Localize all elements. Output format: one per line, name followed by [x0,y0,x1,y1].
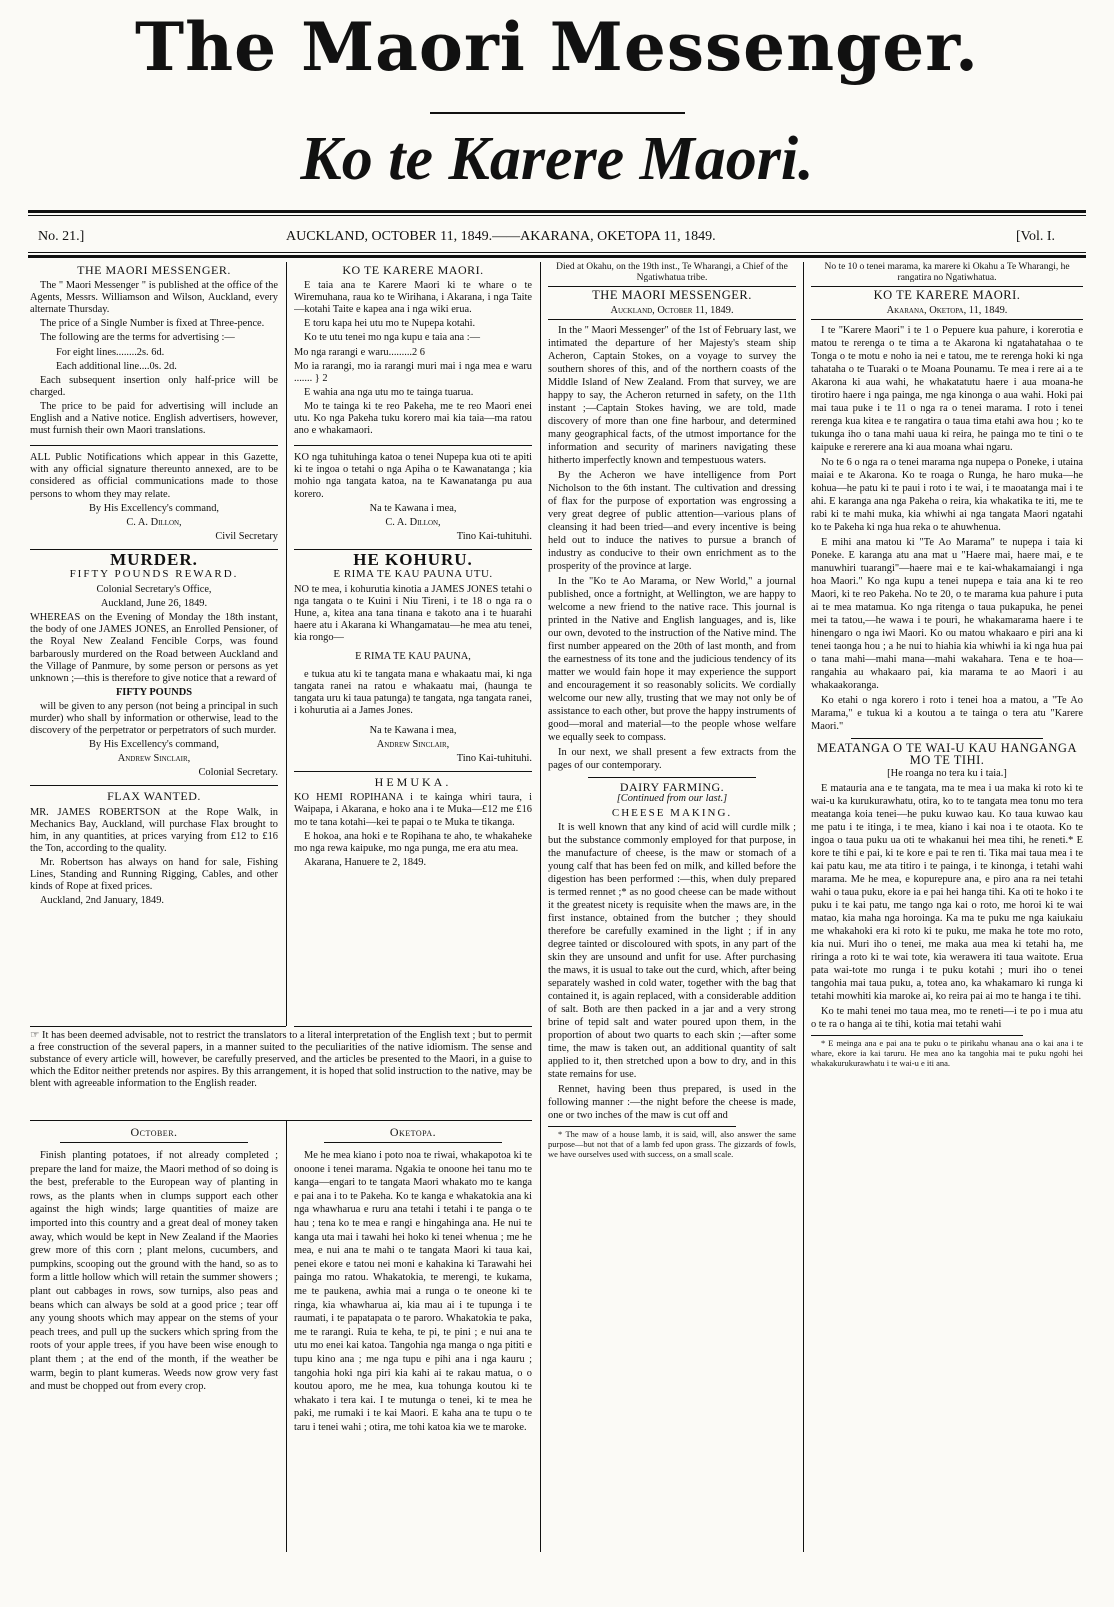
col1-para: The price of a Single Number is fixed at Three-pence. [40,318,265,330]
dairy-heading: DAIRY FARMING. [619,780,725,795]
col4-rule [811,319,1083,320]
kohuru-reward: E RIMA TE KAU PAUNA, [355,650,471,662]
notice-rule-top [30,1026,532,1027]
column-divider-3 [803,262,804,1552]
maori-editorial-para: I te "Karere Maori" i te 1 o Pepuere kua pahure, i korerotia e matou te rerenga o te tima a te Akarona ki ngatahatahaa o te Tonga o te motu e noho ia nei e tatou, me te rerenga hoki ki nga tahataha o te Tuaraki o te Moana Pounamu. Te mea i rere ai a te Akarona ki aua wahi, he whakatatutu haere i aua moana-he tirotiro haere i nga painga, me nga kinonga o aua wahi. Hoki pai mai taua puke i te 11 o nga ra o tenei marama. I roto i tenei rerenga kua kitea e te rangatira o taua tima etahi awa hou ; ko te tukunga iho o tana mahi uaua ki reira, he painga mo te tini o te kaipuke e rererere ana ki aua moana whai ngaru. [811,325,1083,454]
col2-para: E toru kapa hei utu mo te Nupepa kotahi. [304,318,476,330]
col4-footnote-rule [811,1035,1023,1036]
maori-editorial-para: E mihi ana matou ki "Te Ao Marama" te nupepa i taia ki Poneke. E karanga atu ana mat u "Haere mai, haere mai, e te manuwhiri tuarangi"—haere mai e te kai-whakamaiangi i nga hoa Maori." Ko nga kupu a tenei nupepa e taia ana ki te reo Maori, ki te reo Pakeha. No te 20, o te marama kua pahure i puta ai te mea matamua. Ko nga ritenga o taua pukapuka, he penei mei ta tatou,—he wawa i te pouri, he whakamarama haere i te hinengaro o nga iwi Maori. Ko ou matou whakaaro e piri ana ki tenei taonga hou ; a he nui to hiahia kia whiwhi ia ki nga hua pai o tana mahi—mahi mana—mahi wakahara. Tena e te hoa—rangahia au whakaaro pai, kia marama te ao Maori i au whakaakoranga. [811,537,1083,692]
col4-date: Akarana, Oketopa, 11, 1849. [886,305,1008,317]
flax-date: Auckland, 2nd January, 1849. [40,895,164,907]
hemuka-heading: HEMUKA. [374,775,452,790]
column-english-notices [30,262,278,1022]
october-text: Finish planting potatoes, if not already completed ; prepare the land for maize, the Maori method of so doing is the best, preferable to the European way of planting in rows, as the plants when in clumps support each other against the high winds; large quantities of maize are imported into this country and a great deal of money taken away, which would be kept in New Zealand if the Maories grew more of this corn ; plant melons, cucumbers, and pumpkins, scooping out the ground with the hand, so as to form a little hollow which will retain the summer showers ; plant out cabbages in rows, sow turnips, also peas and beans which can always be sold at a good price ; tear off any young shoots which may appear on the stems of your peach trees, and pull up the suckers which spring from the roots of your apple trees, if you have been wise enough to plant them ; at the end of the month, if the weather be warm, begin to plant kumeras. Weeds now grow very fast and must be chopped out from every crop. [30,1150,278,1393]
col1-office: Colonial Secretary's Office, [96,584,212,596]
wai-u-heading: MEATANGA O TE WAI-U KAU HANGANGA MO TE TIHI. [816,741,1077,768]
kohuru-notice: NO te mea, i kohurutia kinotia a JAMES JONES tetahi o nga tangata o te Kuini i Niu Tireni, i te 18 o nga ra o Hune, a, kitea ana tana tinana e takoto ana i te huarahi haere atu i Akarana ki Whangamatau—he mea atu tenei, kia rongo— [294,584,532,644]
column-maori-editorial [811,262,1083,1552]
header-rule-top [28,210,1086,213]
issue-date: AUCKLAND, OCTOBER 11, 1849.——AKARANA, OKETOPA 11, 1849. [286,229,716,244]
flax-notice: Mr. Robertson has always on hand for sale, Fishing Lines, Standing and Running Rigging, Cables, and other kinds of Rope at fixed prices. [30,856,278,893]
wai-u-para: E matauria ana e te tangata, ma te mea i ua maka ki roto ki te wai-u ka kurukurawhatu, otira, ko to te tangata mea tonu mo tera meatanga koia tenei—he puku kuwao kau. Ko taua kuwao kau me patu i te itinga, i te mea, kiano i kai noa i te otaota. Ko te ingoa o taua puku ua oti te whakanui hei mea tihi, he reneti.* E kore te tihi e pai, ki te kore e pai te ren ti. Tika mai taua mea i te kai patu kau, me ata titiro i te painga, i te kinonga, i tetahi wahi marama. Me he mea, e kopurepure ana, e piro ana ra nei tetahi wahi o taua puku, ekore ia e pai hei hanga tihi. Ka oti te hoko i te puku i te kai patu, me tango nga kai o roto, me horoi ki te wai matao, kia maha nga horoinga. Ka ma te puku me nga kaiukaiu me whakahoki era ki roto ki te puku, me maka he tote mo roto, kia nui. Muri iho o tenei, me maka aua mea ki tetahi ha, me riringa a roto ki te wai tote, kia werawera iti taua waitote. Erua pata wai-tote mo runga i te puku kotahi ; muri iho o tenei tangohia mai taua puku, a, totea ano, ka whakamaro ki runga ki tetahi mowhiti kia maroke ai, ko reira pai ai mo te hanga i te tihi. [811,783,1083,1003]
column-divider-1 [286,262,287,1552]
col1-rule [30,785,278,786]
col1-para: The " Maori Messenger " is published at the office of the Agents, Messrs. Williamson and Wilson, Auckland, every alternate Thursday. [30,280,278,316]
col3-rule [548,286,796,287]
col2-official-notice: KO nga tuhituhinga katoa o tenei Nupepa kua oti te apiti ki te ingoa o tetahi o nga Apiha o te Kawanatanga ; kia mohio nga tangata katoa, na te Kawanatanga pu aua korero. [294,452,532,500]
kohuru-heading: HE KOHURU. [353,549,473,569]
col1-sign: C. A. Dillon, [126,516,182,528]
murder-notice: WHEREAS on the Evening of Monday the 18th instant, the body of one JAMES JONES, an Enrolled Pensioner, of the Royal New Zealand Fencible Corps, was found barbarously murdered on the Road between Auckland and the Village of Panmure, by some person or persons as yet unknown ;—this is therefore to give notice that a reward of [30,612,278,684]
col2-para: Ko te utu tenei mo nga kupu e taia ana :— [304,332,481,344]
col2-heading: KO TE KARERE MAORI. [342,263,484,277]
notice-rule-bottom [30,1120,532,1121]
maori-editorial-para: No te 6 o nga ra o tenei marama nga nupepa o Poneke, i utaina maiai e te Akarona. Ko te roaga o Runga, he haro muka—he kohua—he patu ki te paui i roto i te wai, i te maoatanga mai i te ahi. E karanga ana nga Pakeha o reira, kia whakatika te iti, me te rabi ki te mahi muka, kia whiwhi ai nga tangata Maori ngatahi ko te Pakeha ki nga hua reka o te ahuwhenua. [811,457,1083,534]
hemuka-notice: E hokoa, ana hoki e te Ropihana te aho, te whakaheke mo nga rewa kaipuke, mo nga punga, me era atu mea. [294,830,532,854]
flax-heading: FLAX WANTED. [107,789,201,804]
kohuru-subheading: E RIMA TE KAU PAUNA UTU. [333,567,493,580]
col1-sign: Colonial Secretary. [198,767,278,779]
issue-number: No. 21.] [38,229,85,244]
col1-heading: THE MAORI MESSENGER. [77,263,231,277]
col2-sign: Na te Kawana i mea, [369,725,457,736]
editorial-para: By the Acheron we have intelligence from Port Nicholson to the 6th instant. The cultivation and dressing of flax for the purpose of exportation was engrossing a very great degree of public attention—various plans of cleansing it had been tried—and every incentive is being held out to induce the natives to pursue a branch of industry as conducive to their own enrichment as to the prosperity of the province at large. [548,470,796,573]
kohuru-notice-cont: e tukua atu ki te tangata mana e whakaatu mai, ki nga tangata ranei na ratou e whakaatu mai, (haunga te tangata uru ki taua patunga) te tangata, nga tangata ranei, i kohurutia ai a James Jones. [294,668,532,716]
wai-u-footnote: * E meinga ana e pai ana te puku o te pirikahu whanau ana o kai ana i te whare, ekore ia kai taruru. He mea ano ka tangohia mai te puku ngohi hei whakakurukurawhatu i te wai-u e iti ana. [811,1038,1083,1068]
col2-rule [294,445,532,446]
col4-heading: KO TE KARERE MAORI. [873,288,1021,302]
col1-para: The following are the terms for advertising :— [40,332,235,344]
col1-rule [30,445,278,446]
col1-sign: Andrew Sinclair, [117,753,191,765]
col3-heading: THE MAORI MESSENGER. [592,288,752,302]
column-maori-notices [294,262,532,1022]
col3-date: Auckland, October 11, 1849. [610,305,734,317]
death-notice-maori: No te 10 o tenei marama, ka marere ki Okahu a Te Wharangi, he rangatira no Ngatiwhatua. [824,262,1070,283]
header-rule-bottom-thick [28,255,1086,258]
dairy-footnote: * The maw of a house lamb, it is said, will, also answer the same purpose—but not that of a lamb fed upon grass. The gizzards of fowls, we have ourselves used with success, on a small scale. [548,1129,796,1159]
masthead-title: The Maori Messenger. [135,8,979,86]
masthead-subtitle: Ko te Karere Maori. [300,125,814,193]
column-divider-2 [540,262,541,1552]
wai-u-continued: [He roanga no tera ku i taia.] [887,768,1007,780]
col2-sign: Tino Kai-tuhituhi. [456,753,532,765]
col3-rule [588,777,756,778]
oketopa-rule [324,1142,502,1143]
murder-reward: FIFTY POUNDS [115,686,193,698]
dairy-para: It is well known that any kind of acid will curdle milk ; but the substance commonly employed for that purpose, in the manufacture of cheese, is the maw or stomach of a young calf that has been fed on milk, and killed before the digestion has been performed :—this, when duly prepared is termed rennet ;* as no good cheese can be made without it the greatest nicety is requisite when the maws are, in the first instance, obtained from the butcher ; they should therefore be carefully examined in the light ; if in any degree tainted or discoloured with spots, in any part of the skin they are unsound and unfit for use. After purchasing the maws, it is usual to take out the curd, which, after being separately washed in cold water, together with the bag that contained it, is again replaced, with a considerable addition of salt. Both are then packed in a jar and a very strong brine of tepid salt and water poured upon them, in the proportion of about two quarts to each skin ;—after some time, the maw is taken out, an additional quantity of salt applied to it, then stretched upon a bow to dry, and in this state remains for use. [548,822,796,1081]
column-english-editorial [548,262,796,1552]
hemuka-notice: KO HEMI ROPIHANA i te kainga whiri taura, i Waipapa, i Akarana, e hoko ana i te Muka—£12 me £16 mo te tana kotahi—kei te papai o te Muka te tikanga. [294,792,532,828]
column-october [30,1124,278,1554]
flax-notice: MR. JAMES ROBERTSON at the Rope Walk, in Mechanics Bay, Auckland, will purchase Flax brought to him, in any quantities, at prices varying from £12 to £16 the Ton, according to the quality. [30,806,278,854]
col2-rate: Mo nga rarangi e waru.........2 6 [294,346,425,358]
col2-para: E taia ana te Karere Maori ki te whare o te Wiremuhana, raua ko te Wirihana, i Akarana, i nga Taite—kotahi Taite e kapea ana i nga wiki erua. [294,280,532,316]
editorial-para: In our next, we shall present a few extracts from the pages of our contemporary. [548,747,796,772]
col1-rate: Each additional line....0s. 2d. [56,360,177,372]
masthead-divider [430,112,685,114]
murder-heading: MURDER. [110,549,198,569]
col1-para: The price to be paid for advertising will include an English and a Native notice. English advertisers, however, must furnish their own Maori translations. [30,400,278,437]
translation-notice [30,1030,532,1090]
col2-para: E wahia ana nga utu mo te tainga tuarua. [304,386,474,398]
header-rule-bottom [28,252,1086,253]
wai-u-para: Ko te mahi tenei mo taua mea, mo te reneti—i te po i mua atu o te ra o hanga ai te tihi, kotia mai tetahi wahi [811,1006,1083,1031]
murder-notice-cont: will be given to any person (not being a principal in such murder) who shall by information or otherwise, lead to the discovery of the perpetrator or perpetrators of such murder. [30,700,278,737]
col4-rule [851,738,1043,739]
col2-sign: Andrew Sinclair, [376,739,450,751]
oketopa-text: Me he mea kiano i poto noa te riwai, whakapotoa ki te onoone i tenei marama. Ngakia te onoone hei tanu mo te kanga—engari to te tangata Maori whakato mo te kanga e pai ana i to te Pakeha. Ko te kanga e whakatokia ana ki nga whawharua e ruru ana tetahi i tetahi i te panga o te hau ; tena ko te mea e rangi e hingahinga ana. He nui te kanga uta mai i tawahi hei hoko ki tenei whenua ; me he mea, e nui ana te mahi o te tangata Maori ki taua kai, penei ekore e tatou nei moni e kahakina ki Tarawahi hei painga mo ratou. Whakatokia, te merengi, te kukama, me te paukena, awhia mai a runga o te oneone ki te ringa, kia whawharua ai, kia mau ai i te tupunga i te raumati, i te papatapata o te paroro. Whakatokia te paka, me te rarangi. Ruia te keha, te pi, te pini ; e nui ana te utu mo enei kai katoa. Tangohia nga manga o nga pititi e tupu kino ana ; me nga tupu e pihi ana i nga kauru ; tangohia hoki nga piri kia kahi ai te rakau matua, o o koutou aporo, me he mea, kua tohunga koutou ki te whakato i tera kai. I te mutunga o tenei, ki te mea he paki, me rumaki i te kai Maori. E kaha ana te tupu o te taru i tenei wahi ; otira, me tohi katoa kia we te maroke. [294,1150,532,1433]
editorial-para: In the "Ko te Ao Marama, or New World," a journal published, once a fortnight, at Wellington, we are happy to welcome a new friend to the native race. This journal is printed in the Native and English languages, and is, like our own, devoted to the instruction of the Native mind. The first number appeared on the 20th of last month, and from the earnestness of its tone and the judicious tendency of its matter we would fain hope it may experience the support and encouragement it so reasonably solicits. We cordially welcome our new ally, trusting that we may not only be of assistance to each other, but prove the happy instruments of good—moral and material—to the people whose welfare we equally seek to compass. [548,576,796,744]
murder-subheading: FIFTY POUNDS REWARD. [69,567,239,580]
col2-sign: C. A. Dillon, [385,516,441,528]
col2-para: Mo te tainga ki te reo Pakeha, me te reo Maori enei utu. Ko nga Pakeha tuku korero mai kia taia—ma ratou ano e whakamaori. [294,400,532,437]
col3-rule [548,319,796,320]
translation-notice-text: It has been deemed advisable, not to restrict the translators to a literal interpretation of the English text ; but to permit a free construction of the several papers, in a manner suited to the peculiarities of the native idiomism. The sense and substance of every article will, however, be carefully preserved, and the articles be presented to the Maori, in a guise to which the Editor neither pretends nor aspires. By this arrangement, it is hoped that solid instruction to the native, may be blent with agreeable information to the English reader. [30,1030,532,1089]
maori-editorial-para: Ko etahi o nga korero i roto i tenei hoa a matou, a "Te Ao Marama," e tukua ki a koutou a te tainga o tera atu "Karere Maori." [811,695,1083,733]
col2-rate: Mo ia rarangi, mo ia rarangi muri mai i nga mea e waru ....... } 2 [294,360,532,384]
col1-sign: By His Excellency's command, [89,502,219,514]
col4-rule [811,286,1083,287]
cheese-heading: CHEESE MAKING. [611,807,733,820]
editorial-para: In the " Maori Messenger" of the 1st of February last, we intimated the departure of her Majesty's steam ship Acheron, Captain Stokes, on a voyage to survey the southern shores of this, and of the northern coasts of the Middle Island of New Zealand. From that survey, we are happy to say, the Acheron returned in safety, on the 11th instant ;—Captain Stokes having, we are told, made discovery of more than one fine harbour, and determined many geographical facts, of the utmost importance for the information and security of mariners navigating these hitherto imperfectly known and tempestuous waters. [548,325,796,467]
col1-official-notice: ALL Public Notifications which appear in this Gazette, with any official signature thereunto annexed, are to be considered as official communications made to those persons to whom they may relate. [30,452,278,500]
dairy-continued: [Continued from our last.] [616,793,728,805]
october-rule [60,1142,248,1143]
col2-sign: Na te Kawana i mea, [369,502,457,514]
col2-sign: Tino Kai-tuhituhi. [456,530,532,542]
dairy-para: Rennet, having been thus prepared, is used in the following manner :—the night before the cheese is made, one or two inches of the maw is cut off and [548,1084,796,1122]
header-rule-top-thin [28,215,1086,216]
col3-footnote-rule [548,1126,736,1127]
pointing-hand-icon: ☞ [30,1030,43,1041]
col1-sign: Civil Secretary [215,530,278,542]
col1-office-date: Auckland, June 26, 1849. [100,598,208,610]
october-heading: October. [130,1125,178,1139]
death-notice: Died at Okahu, on the 19th inst., Te Wharangi, a Chief of the Ngatiwhatua tribe. [556,262,788,283]
oketopa-heading: Oketopa. [389,1125,437,1139]
volume-number: [Vol. I. [1016,229,1056,244]
col1-rate: For eight lines........2s. 6d. [56,346,165,358]
col2-rule [294,771,532,772]
col1-sign: By His Excellency's command, [89,739,219,751]
col1-para: Each subsequent insertion only half-price will be charged. [30,374,278,398]
hemuka-date: Akarana, Hanuere te 2, 1849. [304,856,427,868]
column-oketopa [294,1124,532,1554]
